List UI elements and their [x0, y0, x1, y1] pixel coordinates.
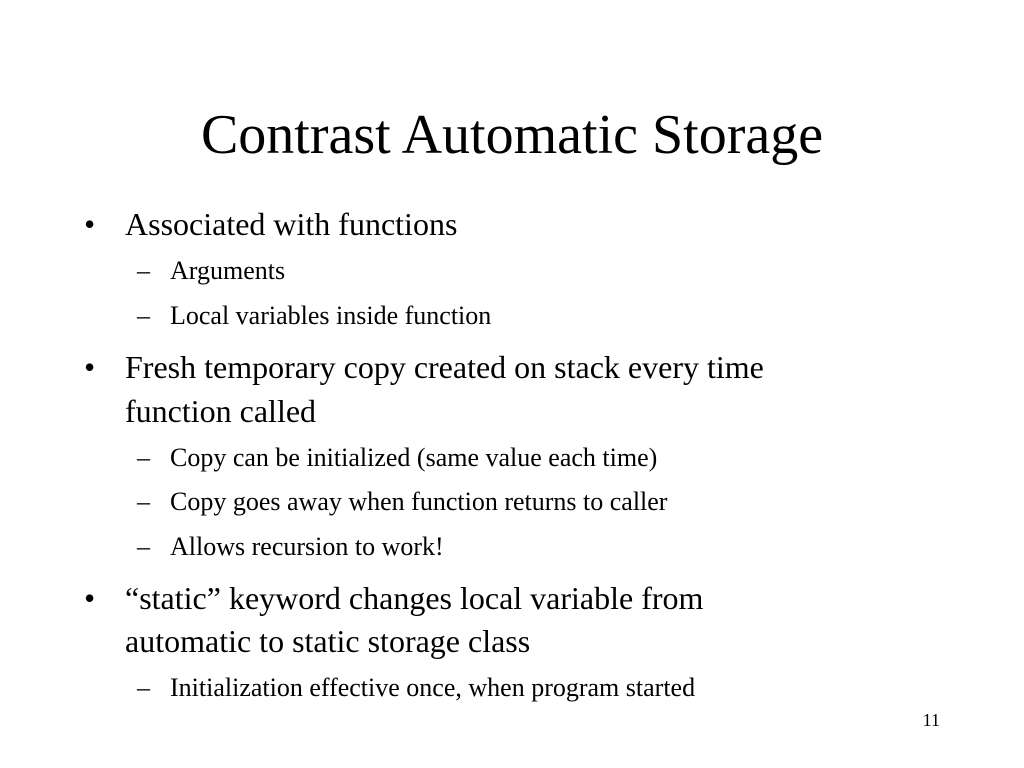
sub-bullet-text: Copy goes away when function returns to caller	[170, 487, 668, 516]
sub-bullet-text: Allows recursion to work!	[170, 532, 444, 561]
bullet-marker: •	[84, 580, 96, 616]
sub-bullet-marker: –	[137, 487, 150, 516]
sub-bullet-marker: –	[137, 301, 150, 330]
slide-title: Contrast Automatic Storage	[200, 104, 824, 166]
sub-bullet-marker: –	[137, 673, 150, 702]
sub-bullet-text: Local variables inside function	[170, 301, 492, 330]
bullet-text: Fresh temporary copy created on stack every time	[125, 349, 764, 385]
sub-bullet-text: Arguments	[170, 256, 286, 285]
bullet-text: automatic to static storage class	[125, 623, 531, 659]
sub-bullet-marker: –	[137, 443, 150, 472]
bullet-text: Associated with functions	[125, 206, 458, 242]
bullet-text: function called	[125, 393, 317, 429]
sub-bullet-text: Copy can be initialized (same value each time)	[170, 443, 658, 472]
sub-bullet-marker: –	[137, 256, 150, 285]
sub-bullet-text: Initialization effective once, when program started	[170, 673, 696, 702]
sub-bullet-marker: –	[137, 532, 150, 561]
bullet-marker: •	[84, 206, 96, 242]
page-number: 11	[922, 710, 940, 730]
bullet-marker: •	[84, 349, 96, 385]
bullet-text: “static” keyword changes local variable from	[125, 580, 704, 616]
